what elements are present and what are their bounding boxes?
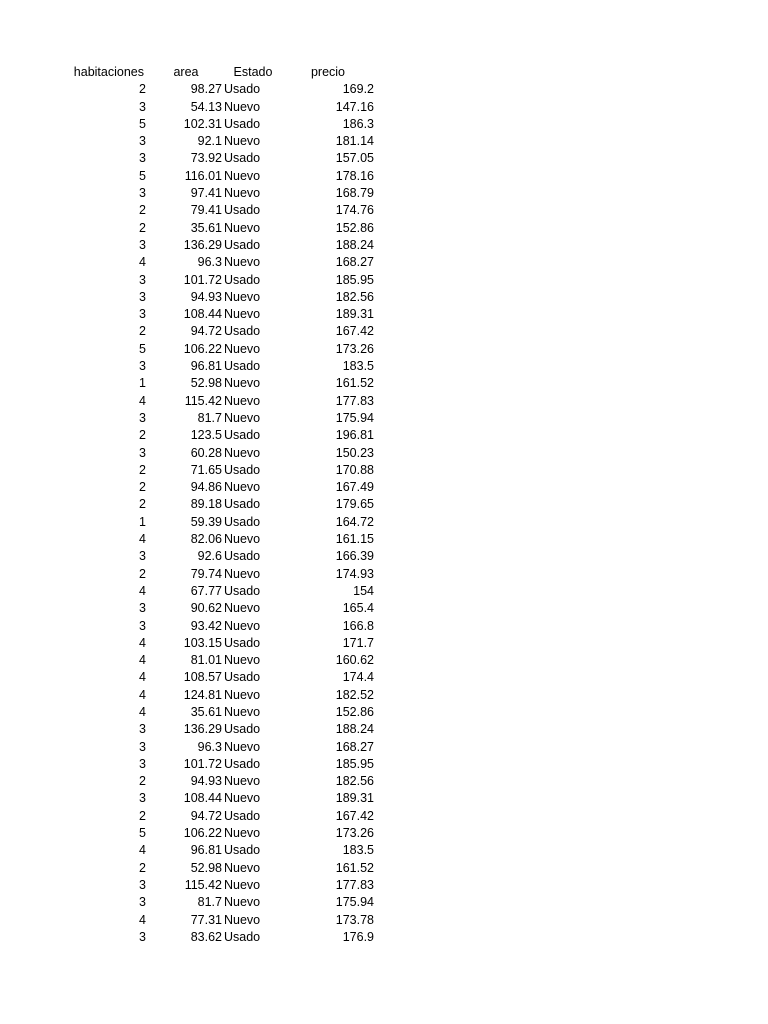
table-row — [56, 635, 374, 652]
cell-precio: 183.5 — [342, 843, 374, 858]
cell-area: 102.31 — [183, 116, 222, 131]
cell-habitaciones: 3 — [139, 359, 146, 374]
cell-precio: 168.27 — [335, 739, 374, 754]
cell-habitaciones: 4 — [139, 532, 146, 547]
cell-area: 106.22 — [183, 826, 222, 841]
cell-area: 67.77 — [190, 583, 222, 598]
cell-area: 60.28 — [190, 445, 222, 460]
cell-estado: Nuevo — [224, 168, 261, 183]
cell-estado: Usado — [224, 203, 261, 218]
cell-precio: 167.42 — [335, 324, 374, 339]
cell-precio: 196.81 — [335, 428, 374, 443]
cell-area: 115.42 — [184, 877, 222, 892]
cell-habitaciones: 4 — [139, 687, 146, 702]
cell-precio: 164.72 — [335, 514, 374, 529]
cell-precio: 178.16 — [335, 168, 374, 183]
cell-precio: 161.15 — [335, 532, 374, 547]
cell-precio: 157.05 — [335, 151, 374, 166]
table-row — [56, 99, 374, 116]
table-row — [56, 254, 374, 271]
column-header-habitaciones: habitaciones — [73, 65, 144, 79]
table-row — [56, 116, 374, 133]
cell-precio: 161.52 — [335, 376, 374, 391]
cell-area: 94.86 — [190, 480, 222, 495]
cell-estado: Nuevo — [224, 826, 261, 841]
cell-estado: Nuevo — [224, 289, 261, 304]
cell-area: 54.13 — [190, 99, 222, 114]
cell-precio: 147.16 — [335, 99, 374, 114]
header-row — [56, 64, 374, 81]
cell-habitaciones: 3 — [139, 722, 146, 737]
cell-estado: Nuevo — [224, 860, 261, 875]
table-row — [56, 306, 374, 323]
cell-habitaciones: 2 — [139, 324, 146, 339]
cell-precio: 152.86 — [335, 220, 374, 235]
cell-precio: 174.76 — [335, 203, 374, 218]
cell-habitaciones: 2 — [139, 82, 146, 97]
table-row — [56, 496, 374, 513]
table-row — [56, 548, 374, 565]
table-row — [56, 393, 374, 410]
cell-estado: Usado — [224, 808, 261, 823]
table-row — [56, 133, 374, 150]
cell-estado: Usado — [224, 756, 261, 771]
table-row — [56, 427, 374, 444]
cell-estado: Nuevo — [224, 895, 261, 910]
cell-habitaciones: 3 — [139, 289, 146, 304]
cell-area: 82.06 — [190, 532, 222, 547]
cell-habitaciones: 4 — [139, 255, 146, 270]
table-row — [56, 790, 374, 807]
table-row — [56, 929, 374, 946]
cell-estado: Nuevo — [224, 134, 261, 149]
cell-area: 92.6 — [197, 549, 222, 564]
cell-area: 101.72 — [183, 272, 222, 287]
cell-habitaciones: 3 — [139, 99, 146, 114]
cell-precio: 189.31 — [335, 791, 374, 806]
cell-precio: 177.83 — [335, 877, 374, 892]
cell-habitaciones: 2 — [139, 566, 146, 581]
cell-estado: Usado — [224, 583, 261, 598]
table-row — [56, 358, 374, 375]
cell-area: 59.39 — [190, 514, 222, 529]
cell-habitaciones: 3 — [139, 791, 146, 806]
cell-estado: Nuevo — [224, 601, 261, 616]
cell-habitaciones: 3 — [139, 307, 146, 322]
cell-habitaciones: 4 — [139, 393, 146, 408]
cell-estado: Usado — [224, 843, 261, 858]
cell-precio: 166.8 — [342, 618, 374, 633]
cell-estado: Nuevo — [224, 739, 261, 754]
cell-habitaciones: 3 — [139, 618, 146, 633]
cell-precio: 161.52 — [335, 860, 374, 875]
cell-habitaciones: 4 — [139, 583, 146, 598]
cell-area: 79.41 — [190, 203, 222, 218]
cell-precio: 168.79 — [335, 186, 374, 201]
cell-habitaciones: 3 — [139, 549, 146, 564]
cell-estado: Usado — [224, 549, 261, 564]
cell-precio: 169.2 — [342, 82, 374, 97]
cell-precio: 188.24 — [335, 722, 374, 737]
cell-habitaciones: 2 — [139, 428, 146, 443]
cell-habitaciones: 2 — [139, 480, 146, 495]
cell-estado: Usado — [224, 324, 261, 339]
cell-area: 94.93 — [190, 289, 222, 304]
cell-habitaciones: 3 — [139, 151, 146, 166]
cell-estado: Nuevo — [224, 618, 261, 633]
cell-area: 83.62 — [190, 929, 222, 944]
cell-estado: Nuevo — [224, 532, 261, 547]
cell-precio: 165.4 — [342, 601, 374, 616]
cell-estado: Usado — [224, 428, 261, 443]
cell-precio: 181.14 — [335, 134, 374, 149]
table-row — [56, 410, 374, 427]
cell-area: 90.62 — [190, 601, 222, 616]
table-row — [56, 566, 374, 583]
cell-estado: Usado — [224, 462, 261, 477]
table-row — [56, 479, 374, 496]
column-header-area: area — [173, 65, 199, 79]
cell-area: 71.65 — [190, 462, 222, 477]
cell-habitaciones: 3 — [139, 739, 146, 754]
cell-habitaciones: 4 — [139, 670, 146, 685]
table-row — [56, 323, 374, 340]
cell-estado: Nuevo — [224, 410, 261, 425]
table-row — [56, 168, 374, 185]
table-row — [56, 202, 374, 219]
table-row — [56, 877, 374, 894]
cell-estado: Nuevo — [224, 480, 261, 495]
cell-habitaciones: 2 — [139, 220, 146, 235]
cell-habitaciones: 4 — [139, 843, 146, 858]
table-row — [56, 289, 374, 306]
table-row — [56, 825, 374, 842]
cell-estado: Nuevo — [224, 393, 261, 408]
cell-area: 96.81 — [190, 359, 222, 374]
cell-habitaciones: 3 — [139, 895, 146, 910]
table-body — [56, 81, 374, 946]
cell-area: 81.7 — [197, 410, 222, 425]
cell-estado: Usado — [224, 237, 261, 252]
table-row — [56, 445, 374, 462]
cell-estado: Nuevo — [224, 791, 261, 806]
cell-estado: Nuevo — [224, 566, 261, 581]
cell-area: 115.42 — [184, 393, 222, 408]
cell-estado: Usado — [224, 151, 261, 166]
cell-precio: 168.27 — [335, 255, 374, 270]
cell-precio: 179.65 — [335, 497, 374, 512]
table-row — [56, 514, 374, 531]
cell-precio: 185.95 — [335, 756, 374, 771]
cell-area: 94.93 — [190, 774, 222, 789]
table-row — [56, 220, 374, 237]
cell-precio: 185.95 — [335, 272, 374, 287]
cell-precio: 170.88 — [335, 462, 374, 477]
cell-estado: Usado — [224, 116, 261, 131]
cell-precio: 167.49 — [335, 480, 374, 495]
table-row — [56, 185, 374, 202]
cell-estado: Nuevo — [224, 653, 261, 668]
cell-area: 96.81 — [190, 843, 222, 858]
table-row — [56, 618, 374, 635]
table-row — [56, 912, 374, 929]
cell-estado: Usado — [224, 722, 261, 737]
cell-estado: Nuevo — [224, 912, 261, 927]
cell-habitaciones: 5 — [139, 116, 146, 131]
cell-precio: 189.31 — [335, 307, 374, 322]
cell-estado: Usado — [224, 497, 261, 512]
cell-habitaciones: 5 — [139, 826, 146, 841]
cell-estado: Nuevo — [224, 341, 261, 356]
table-row — [56, 583, 374, 600]
cell-habitaciones: 2 — [139, 203, 146, 218]
cell-habitaciones: 1 — [139, 514, 146, 529]
cell-habitaciones: 3 — [139, 410, 146, 425]
cell-area: 52.98 — [190, 376, 222, 391]
cell-habitaciones: 3 — [139, 445, 146, 460]
table-row — [56, 704, 374, 721]
cell-estado: Usado — [224, 514, 261, 529]
cell-area: 108.57 — [183, 670, 222, 685]
cell-estado: Nuevo — [224, 255, 261, 270]
cell-area: 89.18 — [190, 497, 222, 512]
cell-area: 81.01 — [190, 653, 222, 668]
cell-precio: 152.86 — [335, 704, 374, 719]
cell-precio: 175.94 — [335, 410, 374, 425]
cell-precio: 173.26 — [335, 826, 374, 841]
cell-area: 124.81 — [183, 687, 222, 702]
cell-precio: 171.7 — [342, 635, 374, 650]
cell-precio: 150.23 — [335, 445, 374, 460]
table-row — [56, 375, 374, 392]
cell-habitaciones: 4 — [139, 635, 146, 650]
cell-habitaciones: 3 — [139, 134, 146, 149]
cell-area: 106.22 — [183, 341, 222, 356]
cell-area: 96.3 — [197, 739, 222, 754]
cell-precio: 174.4 — [342, 670, 374, 685]
cell-habitaciones: 2 — [139, 860, 146, 875]
cell-habitaciones: 4 — [139, 704, 146, 719]
table-row — [56, 462, 374, 479]
table-row — [56, 272, 374, 289]
cell-area: 136.29 — [183, 722, 222, 737]
cell-precio: 174.93 — [335, 566, 374, 581]
cell-area: 77.31 — [190, 912, 222, 927]
table-row — [56, 669, 374, 686]
cell-habitaciones: 3 — [139, 756, 146, 771]
cell-habitaciones: 3 — [139, 929, 146, 944]
cell-estado: Usado — [224, 929, 261, 944]
cell-area: 96.3 — [197, 255, 222, 270]
table-row — [56, 150, 374, 167]
cell-precio: 182.52 — [335, 687, 374, 702]
cell-precio: 183.5 — [342, 359, 374, 374]
cell-area: 35.61 — [190, 220, 222, 235]
cell-habitaciones: 3 — [139, 272, 146, 287]
cell-estado: Usado — [224, 670, 261, 685]
cell-area: 108.44 — [183, 307, 222, 322]
cell-area: 92.1 — [197, 134, 222, 149]
cell-precio: 175.94 — [335, 895, 374, 910]
cell-habitaciones: 4 — [139, 653, 146, 668]
cell-estado: Usado — [224, 359, 261, 374]
cell-estado: Nuevo — [224, 877, 261, 892]
cell-estado: Nuevo — [224, 445, 261, 460]
cell-estado: Usado — [224, 635, 261, 650]
cell-area: 101.72 — [183, 756, 222, 771]
cell-estado: Nuevo — [224, 220, 261, 235]
cell-estado: Nuevo — [224, 704, 261, 719]
cell-precio: 176.9 — [342, 929, 374, 944]
data-table — [56, 64, 374, 946]
table-row — [56, 894, 374, 911]
cell-precio: 188.24 — [335, 237, 374, 252]
column-header-precio: precio — [310, 65, 346, 79]
cell-precio: 154 — [353, 583, 374, 598]
cell-estado: Nuevo — [224, 376, 261, 391]
cell-estado: Nuevo — [224, 774, 261, 789]
cell-area: 123.5 — [190, 428, 222, 443]
table-row — [56, 808, 374, 825]
column-header-estado: Estado — [233, 65, 273, 79]
table-row — [56, 739, 374, 756]
cell-precio: 160.62 — [335, 653, 374, 668]
table-row — [56, 687, 374, 704]
table-row — [56, 756, 374, 773]
cell-estado: Nuevo — [224, 186, 261, 201]
cell-area: 52.98 — [190, 860, 222, 875]
cell-area: 93.42 — [190, 618, 222, 633]
cell-precio: 173.78 — [335, 912, 374, 927]
cell-precio: 167.42 — [335, 808, 374, 823]
cell-habitaciones: 3 — [139, 237, 146, 252]
cell-area: 116.01 — [184, 168, 222, 183]
cell-area: 79.74 — [190, 566, 222, 581]
table-row — [56, 860, 374, 877]
cell-habitaciones: 4 — [139, 912, 146, 927]
cell-precio: 173.26 — [335, 341, 374, 356]
cell-precio: 182.56 — [335, 289, 374, 304]
cell-estado: Nuevo — [224, 307, 261, 322]
cell-habitaciones: 3 — [139, 186, 146, 201]
cell-habitaciones: 2 — [139, 774, 146, 789]
cell-area: 81.7 — [197, 895, 222, 910]
cell-area: 103.15 — [183, 635, 222, 650]
cell-habitaciones: 3 — [139, 877, 146, 892]
cell-habitaciones: 5 — [139, 341, 146, 356]
cell-habitaciones: 2 — [139, 497, 146, 512]
table-row — [56, 237, 374, 254]
cell-estado: Nuevo — [224, 99, 261, 114]
table-row — [56, 81, 374, 98]
cell-habitaciones: 1 — [139, 376, 146, 391]
table-row — [56, 773, 374, 790]
table-row — [56, 531, 374, 548]
cell-habitaciones: 3 — [139, 601, 146, 616]
cell-estado: Usado — [224, 272, 261, 287]
table-row — [56, 600, 374, 617]
table-row — [56, 341, 374, 358]
table-row — [56, 721, 374, 738]
cell-area: 136.29 — [183, 237, 222, 252]
cell-area: 98.27 — [190, 82, 222, 97]
cell-precio: 177.83 — [335, 393, 374, 408]
spreadsheet-sheet — [56, 64, 374, 946]
table-row — [56, 842, 374, 859]
cell-habitaciones: 2 — [139, 462, 146, 477]
table-row — [56, 652, 374, 669]
cell-estado: Usado — [224, 82, 261, 97]
cell-area: 73.92 — [190, 151, 222, 166]
cell-area: 94.72 — [190, 808, 222, 823]
cell-precio: 182.56 — [335, 774, 374, 789]
cell-area: 108.44 — [183, 791, 222, 806]
cell-area: 35.61 — [190, 704, 222, 719]
cell-area: 97.41 — [190, 186, 222, 201]
table-header — [56, 64, 374, 81]
cell-precio: 166.39 — [335, 549, 374, 564]
cell-habitaciones: 5 — [139, 168, 146, 183]
cell-precio: 186.3 — [342, 116, 374, 131]
cell-estado: Nuevo — [224, 687, 261, 702]
cell-area: 94.72 — [190, 324, 222, 339]
cell-habitaciones: 2 — [139, 808, 146, 823]
